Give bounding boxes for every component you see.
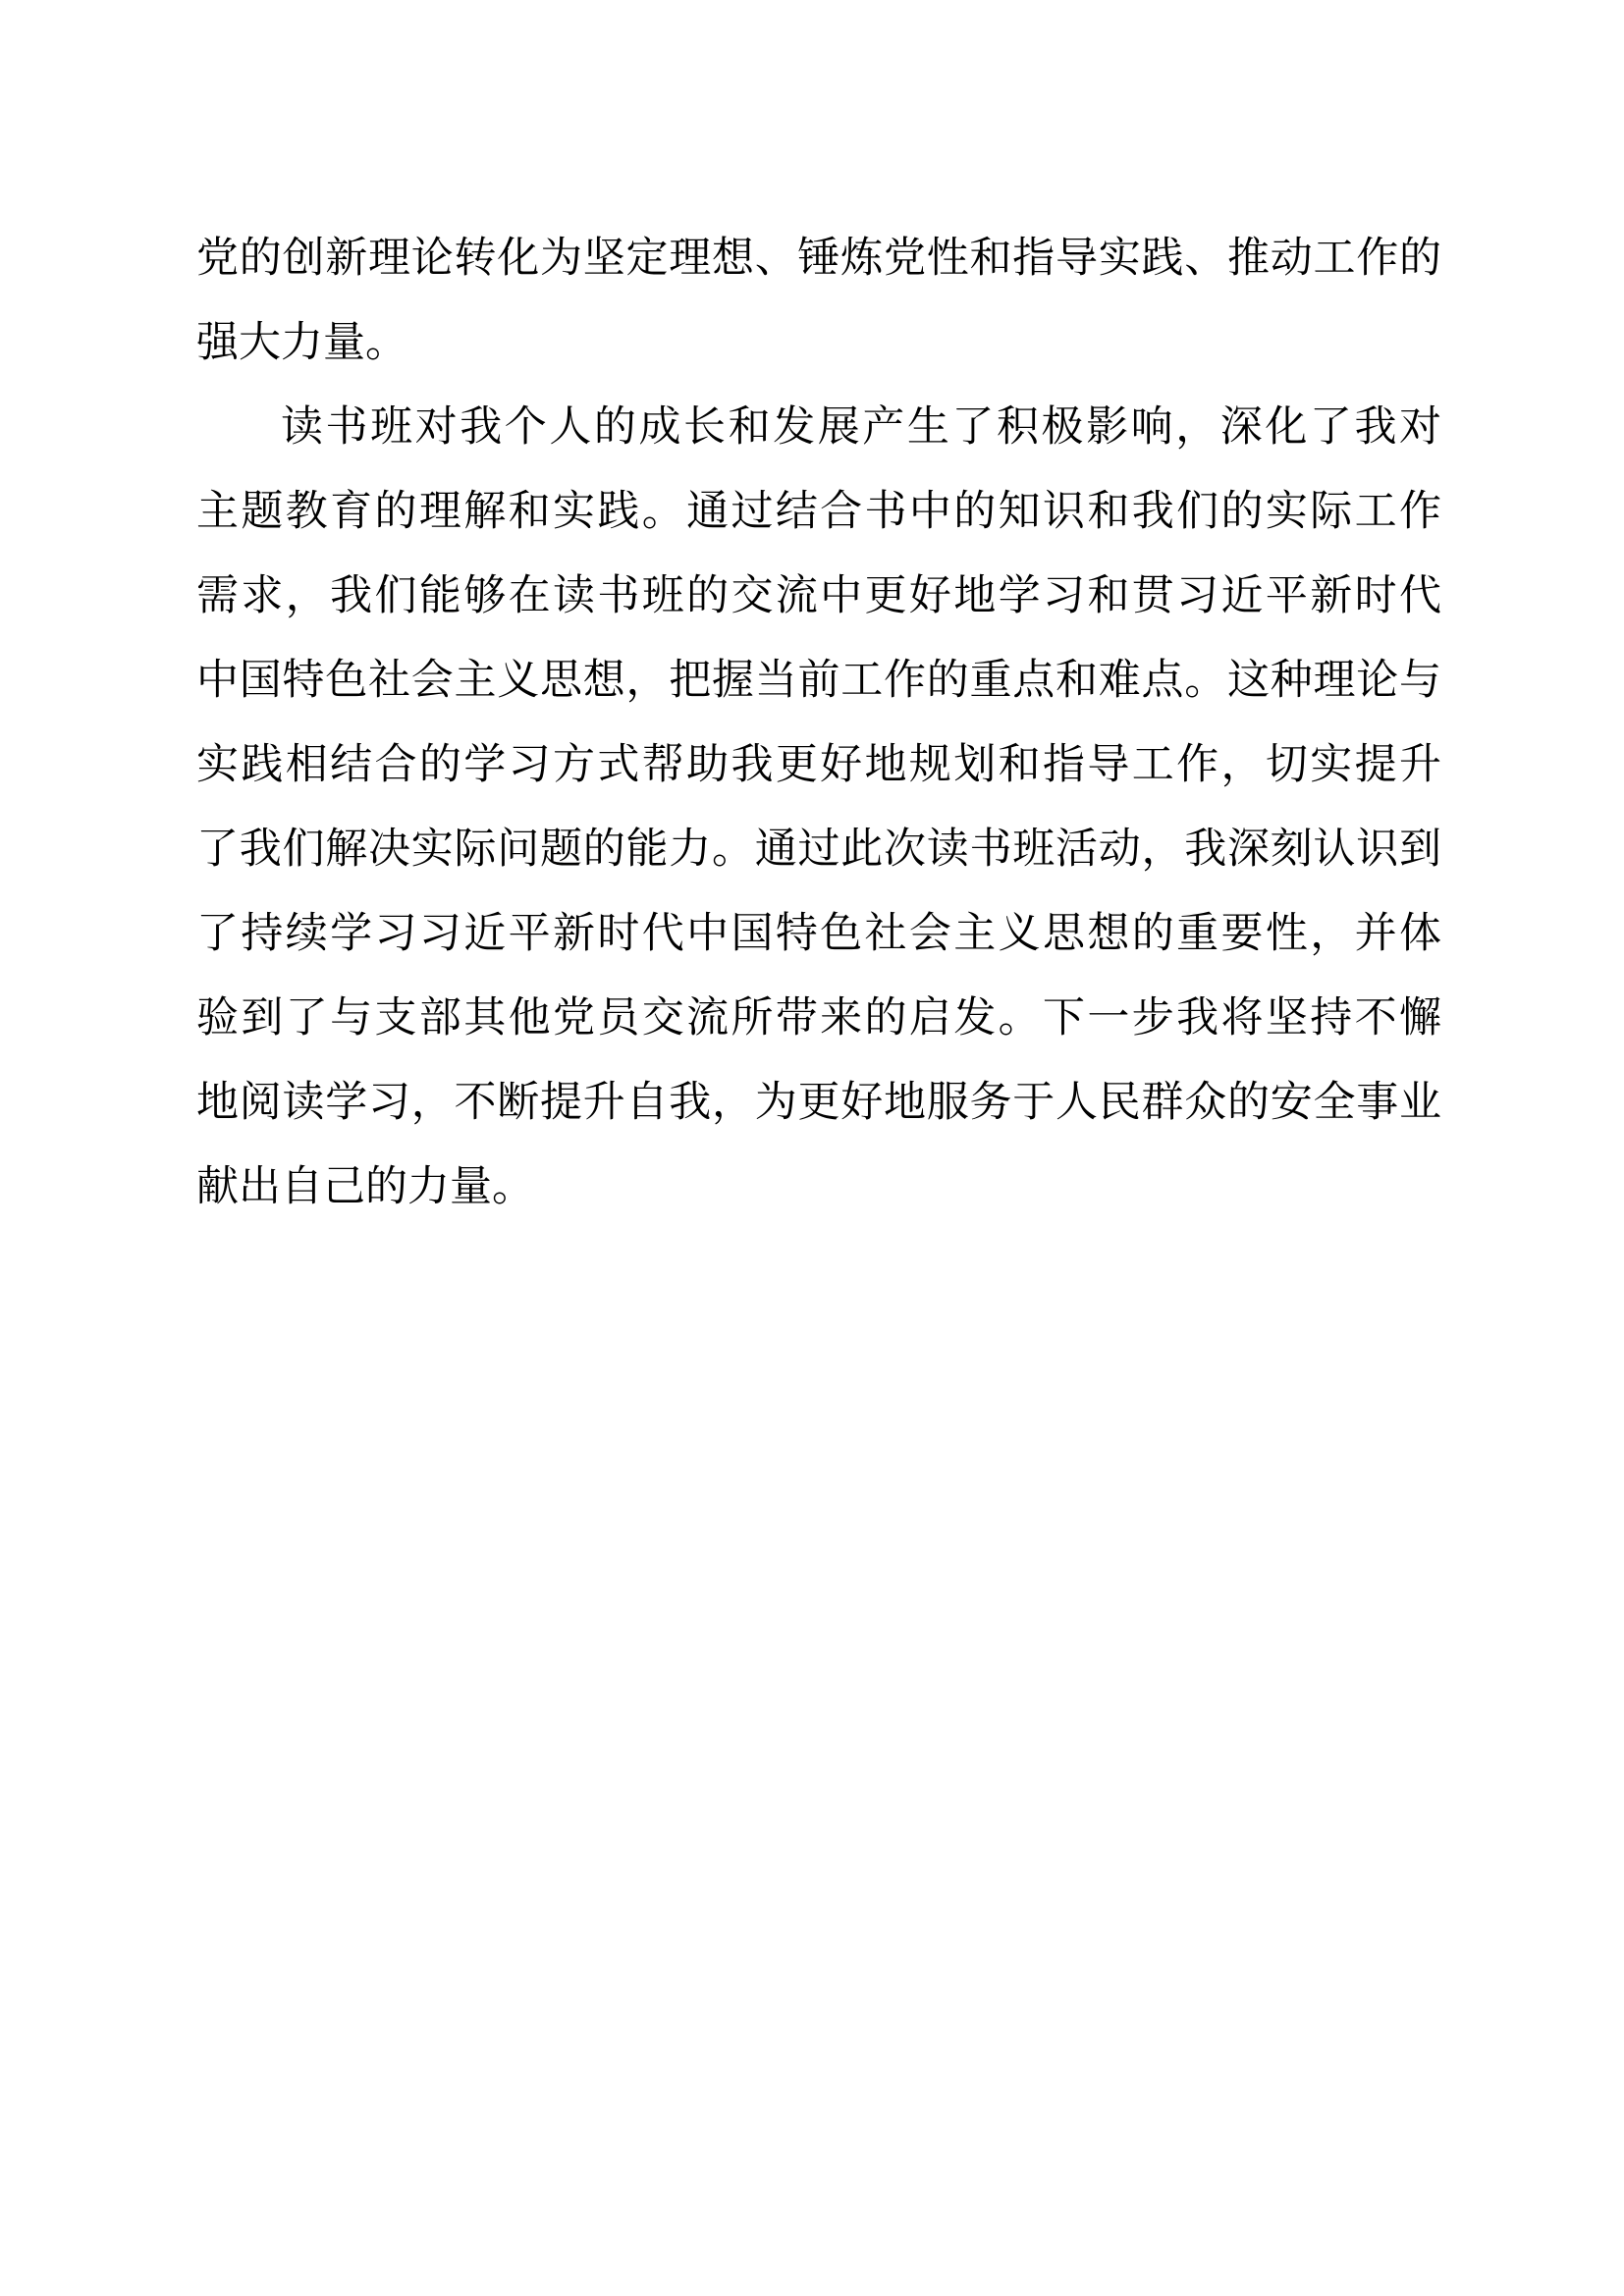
text-line: 强大力量。 — [196, 319, 407, 366]
text-line: 验到了与支部其他党员交流所带来的启发。下一步我将坚持不懈 — [196, 994, 1441, 1041]
text-line: 读书班对我个人的成长和发展产生了积极影响，深化了我对 — [281, 403, 1441, 451]
text-line: 献出自己的力量。 — [196, 1163, 534, 1210]
paragraph — [196, 385, 1441, 1229]
text-line: 了我们解决实际问题的能力。通过此次读书班活动，我深刻认识到 — [196, 826, 1441, 873]
paragraph — [196, 216, 1441, 385]
text-line: 实践相结合的学习方式帮助我更好地规划和指导工作，切实提升 — [196, 741, 1441, 788]
text-line: 地阅读学习，不断提升自我，为更好地服务于人民群众的安全事业 — [196, 1079, 1441, 1126]
document-body-text — [196, 216, 1441, 1229]
text-line: 了持续学习习近平新时代中国特色社会主义思想的重要性，并体 — [196, 910, 1441, 957]
text-line: 主题教育的理解和实践。通过结合书中的知识和我们的实际工作 — [196, 488, 1441, 535]
text-line: 中国特色社会主义思想，把握当前工作的重点和难点。这种理论与 — [196, 657, 1441, 704]
text-line: 需求，我们能够在读书班的交流中更好地学习和贯习近平新时代 — [196, 572, 1441, 619]
text-line: 党的创新理论转化为坚定理想、锤炼党性和指导实践、推动工作的 — [196, 235, 1441, 282]
